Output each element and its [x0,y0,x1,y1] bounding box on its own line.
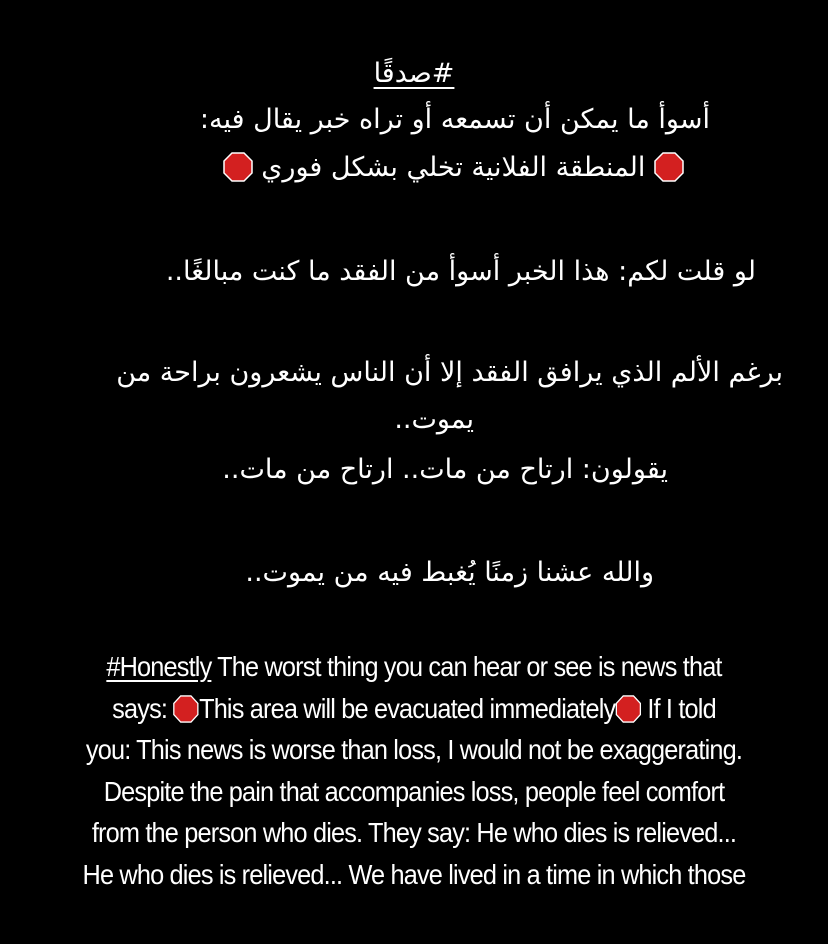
stop-sign-icon [223,152,253,185]
english-hashtag[interactable]: #Honestly [106,651,212,682]
english-line-2-b: This area will be evacuated immediately [199,692,616,724]
english-line-1 [33,646,795,688]
arabic-line-6: يقولون: ارتاح من مات.. ارتاح من مات.. [222,454,668,485]
arabic-hashtag-text[interactable]: #صدقًا [373,58,455,89]
english-line-3: you: This news is worse than loss, I would not be exaggerating. [85,734,743,765]
english-line-1-text: The worst thing you can hear or see is news that [211,651,722,682]
arabic-hashtag[interactable] [0,58,828,89]
stop-sign-icon [654,152,684,185]
english-line-4: Despite the pain that accompanies loss, people feel comfort [103,775,725,807]
stop-sign-icon [173,693,199,724]
arabic-line-5: يموت.. [394,404,474,435]
english-line-6: He who dies is relieved... We have lived in a time in which those [82,858,746,890]
arabic-line-4: برغم الألم الذي يرافق الفقد إلا أن الناس يشعرون براحة من [116,357,783,388]
stop-sign-icon [615,693,641,724]
english-line-5: from the person who dies. They say: He who dies is relieved... [91,817,737,848]
english-line-2 [33,688,795,730]
arabic-line-2-text: المنطقة الفلانية تخلي بشكل فوري [261,152,646,184]
arabic-line-7: والله عشنا زمنًا يُغبط فيه من يموت.. [245,557,654,588]
english-translation [33,646,795,895]
english-line-2-a: says: [112,692,174,724]
english-line-2-c: If I told [641,692,716,724]
arabic-line-2 [223,152,684,185]
arabic-line-3: لو قلت لكم: هذا الخبر أسوأ من الفقد ما كنت مبالغًا.. [165,256,756,287]
arabic-line-1: أسوأ ما يمكن أن تسمعه أو تراه خبر يقال فيه: [199,104,710,135]
